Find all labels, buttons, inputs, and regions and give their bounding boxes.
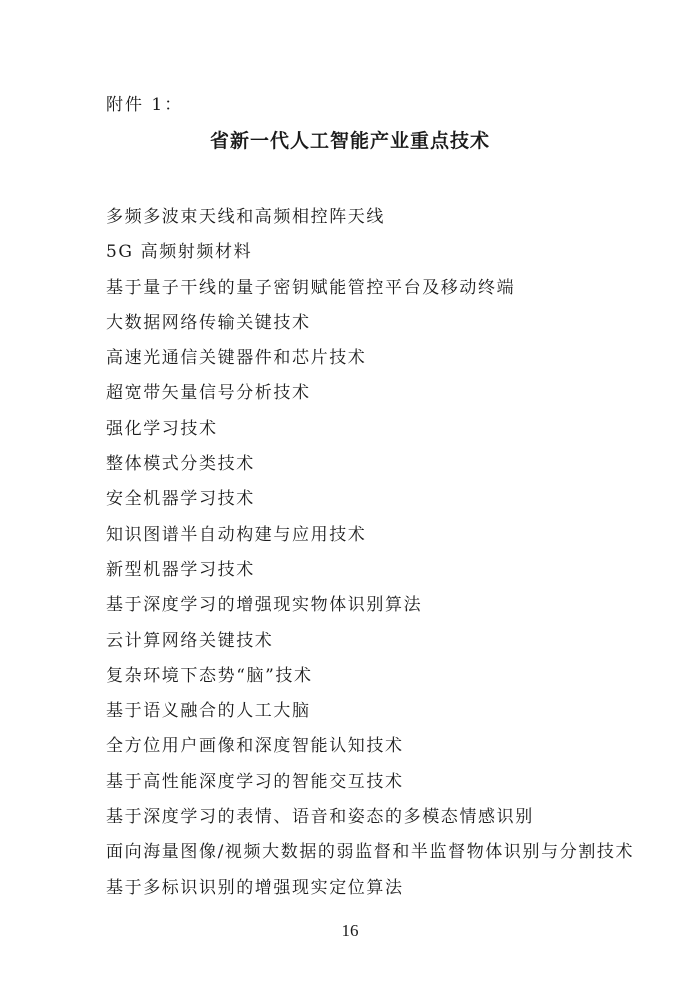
list-item: 多频多波束天线和高频相控阵天线 xyxy=(106,207,385,227)
list-item: 复杂环境下态势“脑”技术 xyxy=(106,665,313,686)
list-item: 面向海量图像/视频大数据的弱监督和半监督物体识别与分割技术 xyxy=(106,842,635,863)
page-title: 省新一代人工智能产业重点技术 xyxy=(209,130,490,152)
list-item: 基于高性能深度学习的智能交互技术 xyxy=(106,771,404,792)
attachment-label: 附件 1： xyxy=(106,95,184,115)
list-item: 强化学习技术 xyxy=(106,418,218,439)
technology-list xyxy=(106,200,686,906)
list-item: 5G 高频射频材料 xyxy=(106,242,253,263)
list-item: 云计算网络关键技术 xyxy=(106,630,274,651)
list-item: 全方位用户画像和深度智能认知技术 xyxy=(106,736,404,757)
list-item: 安全机器学习技术 xyxy=(106,489,255,510)
list-item: 大数据网络传输关键技术 xyxy=(106,312,311,333)
list-item: 基于深度学习的增强现实物体识别算法 xyxy=(106,595,423,616)
list-item: 超宽带矢量信号分析技术 xyxy=(106,383,311,404)
list-item: 高速光通信关键器件和芯片技术 xyxy=(106,348,367,369)
list-item: 新型机器学习技术 xyxy=(106,559,255,580)
list-item: 基于多标识识别的增强现实定位算法 xyxy=(106,877,404,898)
page-number: 16 xyxy=(341,921,359,940)
list-item: 知识图谱半自动构建与应用技术 xyxy=(106,524,367,545)
list-item: 基于量子干线的量子密钥赋能管控平台及移动终端 xyxy=(106,277,516,298)
list-item: 基于语义融合的人工大脑 xyxy=(106,701,311,722)
list-item: 基于深度学习的表情、语音和姿态的多模态情感识别 xyxy=(106,807,534,828)
list-item: 整体模式分类技术 xyxy=(106,454,255,475)
